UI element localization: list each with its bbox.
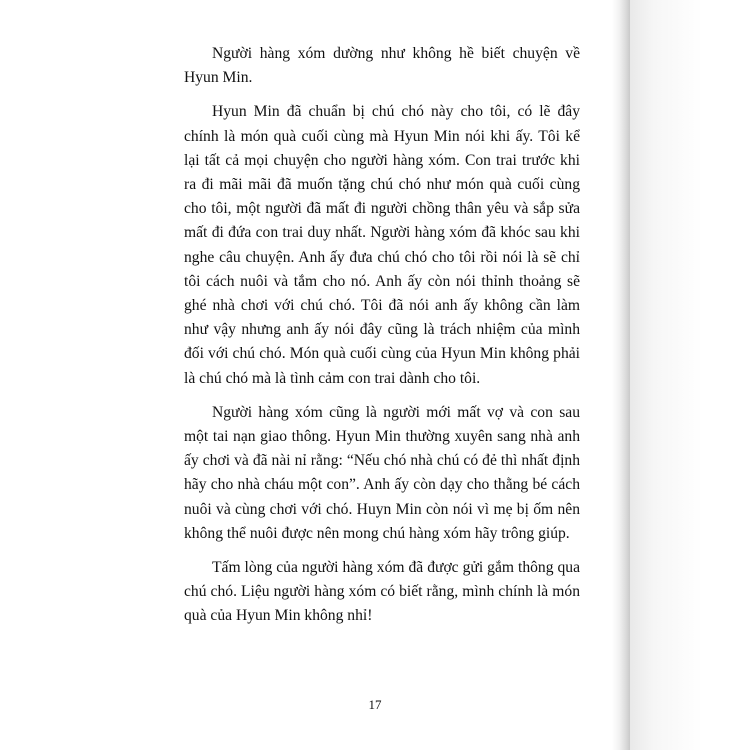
paragraph-4: Tấm lòng của người hàng xóm đã được gửi gắm thông qua chú chó. Liệu người hàng xóm có biết rằng, mình chính là món quà của Hyun Min không nhỉ! — [184, 559, 580, 625]
paragraph-3: Người hàng xóm cũng là người mới mất vợ và con sau một tai nạn giao thông. Hyun Min thường xuyên sang nhà anh ấy chơi và đã nài nỉ rằng: “Nếu chó nhà chú có đẻ thì nhất định hãy cho nhà cháu một con”. Anh ấy còn dạy cho thằng bé cách nuôi và cùng chơi với chó. Huyn Min còn nói vì mẹ bị ốm nên không thể nuôi được nên mong chú hàng xóm hãy trông giúp. — [184, 403, 580, 542]
paragraph-2: Hyun Min đã chuẩn bị chú chó này cho tôi, có lẽ đây chính là món quà cuối cùng mà Hyun Min nói khi ấy. Tôi kể lại tất cả mọi chuyện cho người hàng xóm. Con trai trước khi ra đi mãi mãi đã muốn tặng chú chó như món quà cuối cùng cho tôi, một người đã mất đi người chồng thân yêu và sắp sửa mất đi đứa con trai duy nhất. Người hàng xóm đã khóc sau khi nghe câu chuyện. Anh ấy đưa chú chó cho tôi rồi nói là sẽ chỉ tôi cách nuôi và tắm cho nó. Anh ấy còn nói thỉnh thoảng sẽ ghé nhà chơi với chú chó. Tôi đã nói anh ấy không cần làm như vậy nhưng anh ấy nói đây cũng là trách nhiệm của mình đối với chú chó. Món quà cuối cùng của Hyun Min không phải là chú chó mà là tình cảm con trai dành cho tôi. — [184, 103, 580, 387]
body-text — [184, 42, 580, 639]
page-edge-shadow — [612, 0, 630, 750]
paragraph-1: Người hàng xóm dường như không hề biết chuyện về Hyun Min. — [184, 45, 580, 87]
page-number: 17 — [368, 697, 382, 712]
adjacent-page-area — [630, 0, 750, 750]
